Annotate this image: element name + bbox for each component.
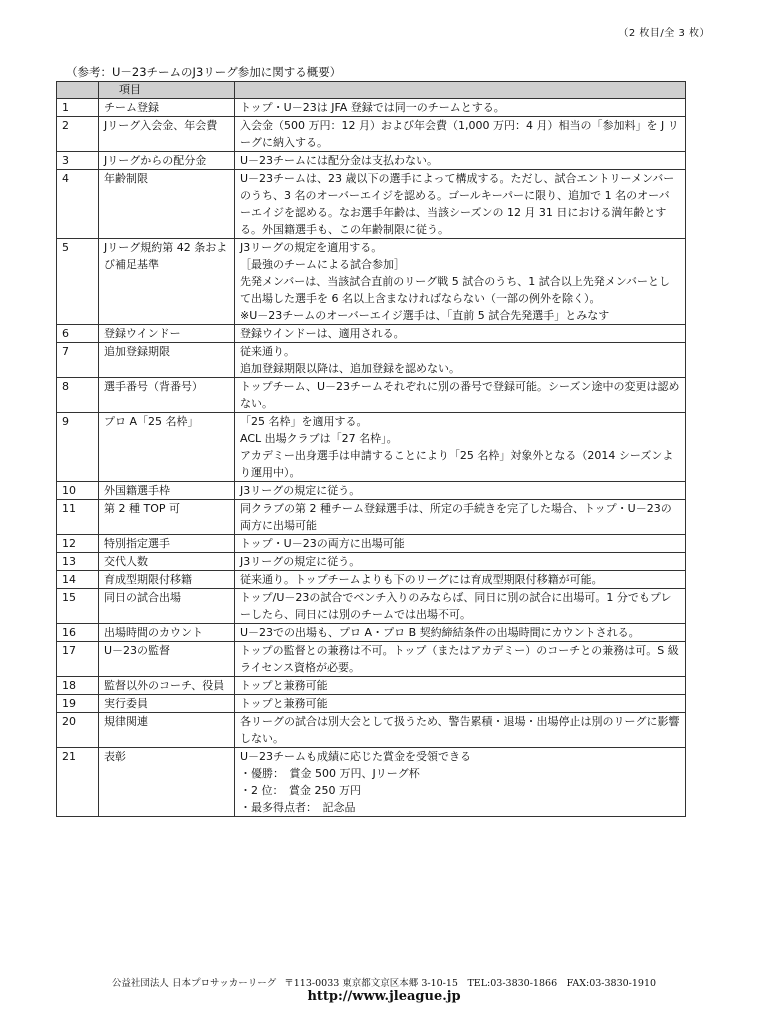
footer-url: http://www.jleague.jp: [307, 989, 461, 1004]
row-item: 特別指定選手: [99, 535, 235, 553]
row-number: 10: [57, 482, 99, 500]
row-item: 育成型期限付移籍: [99, 571, 235, 589]
row-item: 登録ウインドー: [99, 325, 235, 343]
header-no: [57, 82, 99, 99]
row-content: J3リーグの規定を適用する。 ［最強のチームによる試合参加］ 先発メンバーは、当該試合直前のリーグ戦 5 試合のうち、1 試合以上先発メンバーとして出場した選手を 6 名以上含まなければならない（一部の例外を除く）。 ※U－23チームのオーバーエイジ選手は、「直前 5 試合先発選手」とみなす: [235, 239, 686, 325]
row-number: 3: [57, 152, 99, 170]
table-row: [57, 535, 686, 553]
table-row: [57, 748, 686, 817]
table-row: [57, 589, 686, 624]
row-number: 21: [57, 748, 99, 817]
row-content: U－23チームは、23 歳以下の選手によって構成する。ただし、試合エントリーメンバーのうち、3 名のオーバーエイジを認める。ゴールキーパーに限り、追加で 1 名のオーバーエイジを認める。なお選手年齢は、当該シーズンの 12 月 31 日における満年齢とする。外国籍選手も、この年齢制限に従う。: [235, 170, 686, 239]
row-item: プロ A「25 名枠」: [99, 413, 235, 482]
row-content: U－23での出場も、プロ A・プロ B 契約締結条件の出場時間にカウントされる。: [235, 624, 686, 642]
row-number: 12: [57, 535, 99, 553]
row-content: トップの監督との兼務は不可。トップ（またはアカデミー）のコーチとの兼務は可。S 級ライセンス資格が必要。: [235, 642, 686, 677]
row-content: J3リーグの規定に従う。: [235, 553, 686, 571]
row-content: 入会金（500 万円：12 月）および年会費（1,000 万円：4 月）相当の「参加料」を J リーグに納入する。: [235, 117, 686, 152]
row-number: 2: [57, 117, 99, 152]
footer-org-line: [0, 975, 768, 989]
table-row: [57, 553, 686, 571]
row-content: 登録ウインドーは、適用される。: [235, 325, 686, 343]
row-number: 6: [57, 325, 99, 343]
table-row: [57, 99, 686, 117]
row-content: トップと兼務可能: [235, 695, 686, 713]
table-row: [57, 482, 686, 500]
row-content: 従来通り。 追加登録期限以降は、追加登録を認めない。: [235, 343, 686, 378]
row-number: 9: [57, 413, 99, 482]
row-item: 実行委員: [99, 695, 235, 713]
table-header-row: [57, 82, 686, 99]
table-row: [57, 239, 686, 325]
table-row: [57, 343, 686, 378]
row-content: U－23チームには配分金は支払わない。: [235, 152, 686, 170]
table-row: [57, 642, 686, 677]
table-row: [57, 325, 686, 343]
row-item: Jリーグからの配分金: [99, 152, 235, 170]
row-content: 従来通り。トップチームよりも下のリーグには育成型期限付移籍が可能。: [235, 571, 686, 589]
row-number: 13: [57, 553, 99, 571]
row-number: 19: [57, 695, 99, 713]
row-item: 交代人数: [99, 553, 235, 571]
page-count: （2 枚目/全 3 枚）: [618, 28, 710, 39]
footer-address: 〒113-0033 東京都文京区本郷 3-10-15 TEL:03-3830-1866 FAX:03-3830-1910: [284, 978, 657, 989]
row-number: 8: [57, 378, 99, 413]
row-content: 各リーグの試合は別大会として扱うため、警告累積・退場・出場停止は別のリーグに影響しない。: [235, 713, 686, 748]
table-row: [57, 713, 686, 748]
header-content: [235, 82, 686, 99]
row-item: 表彰: [99, 748, 235, 817]
row-item: 第 2 種 TOP 可: [99, 500, 235, 535]
table-row: [57, 500, 686, 535]
table-row: [57, 677, 686, 695]
row-item: 出場時間のカウント: [99, 624, 235, 642]
row-content: トップと兼務可能: [235, 677, 686, 695]
row-item: U－23の監督: [99, 642, 235, 677]
row-number: 1: [57, 99, 99, 117]
footer-org: 公益社団法人 日本プロサッカーリーグ: [111, 978, 277, 989]
overview-table: [56, 81, 686, 817]
row-number: 16: [57, 624, 99, 642]
row-number: 18: [57, 677, 99, 695]
table-row: [57, 571, 686, 589]
table-row: [57, 170, 686, 239]
row-item: 監督以外のコーチ、役員: [99, 677, 235, 695]
row-number: 15: [57, 589, 99, 624]
row-item: 規律関連: [99, 713, 235, 748]
table-row: [57, 624, 686, 642]
table-row: [57, 378, 686, 413]
header-item: 項目: [99, 82, 235, 99]
row-item: 同日の試合出場: [99, 589, 235, 624]
table-row: [57, 413, 686, 482]
row-content: トップ・U－23は JFA 登録では同一のチームとする。: [235, 99, 686, 117]
row-number: 20: [57, 713, 99, 748]
row-item: 外国籍選手枠: [99, 482, 235, 500]
row-content: U－23チームも成績に応じた賞金を受領できる ・優勝： 賞金 500 万円、Jリーグ杯 ・2 位： 賞金 250 万円 ・最多得点者： 記念品: [235, 748, 686, 817]
row-content: 「25 名枠」を適用する。 ACL 出場クラブは「27 名枠」。 アカデミー出身選手は申請することにより「25 名枠」対象外となる（2014 シーズンより運用中）。: [235, 413, 686, 482]
row-item: チーム登録: [99, 99, 235, 117]
document-caption: （参考：U－23チームのJ3リーグ参加に関する概要）: [66, 65, 342, 79]
table-body: [57, 99, 686, 817]
row-item: 年齢制限: [99, 170, 235, 239]
table-row: [57, 695, 686, 713]
row-content: トップ・U－23の両方に出場可能: [235, 535, 686, 553]
row-number: 4: [57, 170, 99, 239]
row-content: トップ/U－23の試合でベンチ入りのみならば、同日に別の試合に出場可。1 分でもプレーしたら、同日には別のチームでは出場不可。: [235, 589, 686, 624]
row-number: 14: [57, 571, 99, 589]
row-number: 11: [57, 500, 99, 535]
row-content: J3リーグの規定に従う。: [235, 482, 686, 500]
row-number: 17: [57, 642, 99, 677]
table-row: [57, 117, 686, 152]
row-content: トップチーム、U－23チームそれぞれに別の番号で登録可能。シーズン途中の変更は認めない。: [235, 378, 686, 413]
row-content: 同クラブの第 2 種チーム登録選手は、所定の手続きを完了した場合、トップ・U－23の両方に出場可能: [235, 500, 686, 535]
row-number: 7: [57, 343, 99, 378]
row-item: 追加登録期限: [99, 343, 235, 378]
row-item: 選手番号（背番号）: [99, 378, 235, 413]
row-item: Jリーグ入会金、年会費: [99, 117, 235, 152]
table-row: [57, 152, 686, 170]
row-item: Jリーグ規約第 42 条および補足基準: [99, 239, 235, 325]
row-number: 5: [57, 239, 99, 325]
